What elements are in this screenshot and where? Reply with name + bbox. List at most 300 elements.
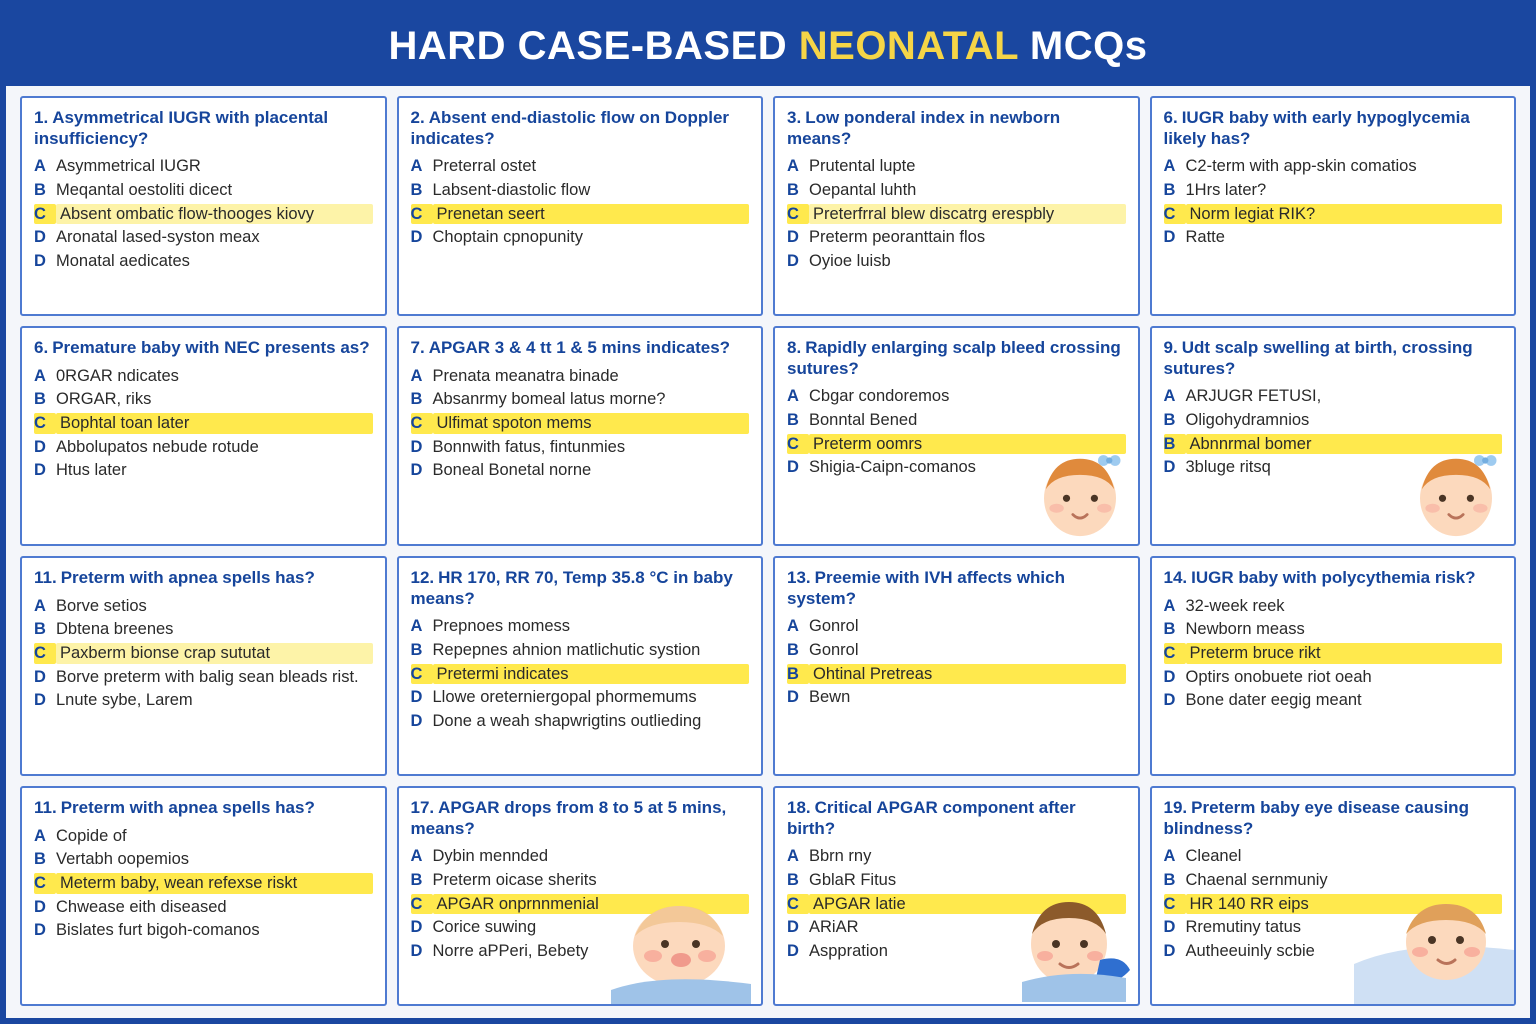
option-text: Cbgar condoremos — [809, 387, 950, 406]
option-letter: D — [787, 251, 799, 270]
option-letter: C — [787, 204, 809, 225]
question-text — [411, 338, 750, 359]
option-row[interactable] — [411, 437, 750, 458]
option-row[interactable] — [1164, 204, 1503, 225]
option-text: Oligohydramnios — [1185, 411, 1310, 430]
option-letter: B — [787, 641, 799, 660]
question-stem: Udt scalp swelling at birth, crossing sutures? — [1163, 338, 1473, 378]
option-text: Prepnoes momess — [432, 617, 571, 636]
question-text — [1164, 108, 1503, 149]
option-letter: C — [787, 434, 809, 455]
option-letter: D — [1163, 941, 1176, 960]
option-row[interactable] — [411, 180, 750, 201]
option-letter: A — [787, 617, 799, 636]
option-text: Absanrmy bomeal latus morne? — [432, 390, 666, 409]
question-card[interactable] — [20, 556, 387, 776]
option-row[interactable] — [787, 870, 1126, 891]
option-text: Preterm peoranttain flos — [809, 228, 986, 247]
option-letter: D — [1163, 228, 1176, 247]
option-letter: A — [34, 596, 46, 615]
option-letter: D — [787, 228, 799, 247]
question-card[interactable] — [397, 786, 764, 1006]
question-stem: Preemie with IVH affects which system? — [787, 568, 1065, 608]
option-text: Norm legiat RIK? — [1186, 204, 1503, 225]
option-letter: D — [410, 918, 423, 937]
question-stem: Preterm with apnea spells has? — [60, 568, 315, 587]
option-row[interactable] — [411, 894, 750, 915]
option-list — [411, 156, 750, 248]
option-letter: C — [34, 413, 56, 434]
option-row[interactable] — [34, 826, 373, 847]
option-text: ARiAR — [809, 918, 859, 937]
page-header — [6, 6, 1530, 86]
option-row[interactable] — [411, 156, 750, 177]
question-text — [411, 798, 750, 839]
option-row[interactable] — [1164, 410, 1503, 431]
option-row[interactable] — [787, 227, 1126, 248]
option-text: APGAR latie — [809, 894, 1126, 915]
option-row[interactable] — [787, 687, 1126, 708]
option-row[interactable] — [787, 894, 1126, 915]
option-row[interactable] — [411, 664, 750, 685]
option-row[interactable] — [787, 434, 1126, 455]
option-row[interactable] — [1164, 643, 1503, 664]
question-stem: IUGR baby with polycythemia risk? — [1191, 568, 1476, 587]
option-row[interactable] — [1164, 690, 1503, 711]
option-list — [787, 156, 1126, 271]
question-stem: Preterm baby eye disease causing blindness? — [1163, 798, 1469, 838]
question-card[interactable] — [1150, 326, 1517, 546]
option-text: Gonrol — [809, 641, 859, 660]
option-letter: C — [411, 413, 433, 434]
option-letter: D — [787, 941, 799, 960]
option-row[interactable] — [411, 941, 750, 962]
question-card[interactable] — [773, 326, 1140, 546]
option-letter: C — [1164, 204, 1186, 225]
option-row[interactable] — [1164, 386, 1503, 407]
question-grid — [6, 86, 1530, 1018]
option-letter: A — [410, 617, 423, 636]
option-row[interactable] — [34, 460, 373, 481]
option-row[interactable] — [34, 643, 373, 664]
option-letter: D — [410, 228, 423, 247]
question-stem: Rapidly enlarging scalp bleed crossing sutures? — [787, 338, 1121, 378]
option-row[interactable] — [34, 413, 373, 434]
option-text: Prutental lupte — [809, 157, 916, 176]
option-list — [34, 596, 373, 711]
question-number: 14. — [1163, 568, 1188, 587]
option-row[interactable] — [34, 204, 373, 225]
option-text: Chaenal sernmuniy — [1185, 871, 1328, 890]
option-letter: C — [34, 204, 56, 225]
option-letter: B — [787, 411, 799, 430]
option-text: Bonntal Bened — [809, 411, 918, 430]
option-letter: B — [34, 181, 46, 200]
option-letter: D — [1163, 691, 1176, 710]
option-text: ORGAR, riks — [56, 390, 152, 409]
option-letter: B — [34, 620, 46, 639]
question-number: 18. — [787, 798, 811, 817]
option-text: Preterm oomrs — [809, 434, 1126, 455]
option-text: Bonnwith fatus, fintunmies — [432, 437, 626, 456]
option-row[interactable] — [1164, 457, 1503, 478]
option-letter: A — [410, 366, 423, 385]
option-text: Ratte — [1185, 228, 1225, 247]
option-row[interactable] — [34, 156, 373, 177]
option-row[interactable] — [34, 920, 373, 941]
question-stem: Asymmetrical IUGR with placental insufficiency? — [34, 108, 329, 148]
option-letter: C — [1164, 643, 1186, 664]
option-list — [411, 366, 750, 481]
option-row[interactable] — [34, 849, 373, 870]
option-row[interactable] — [411, 846, 750, 867]
option-row[interactable] — [411, 460, 750, 481]
option-row[interactable] — [787, 386, 1126, 407]
option-letter: B — [410, 390, 423, 409]
option-text: Pretermi indicates — [433, 664, 750, 685]
option-row[interactable] — [411, 204, 750, 225]
question-card[interactable] — [397, 326, 764, 546]
option-letter: A — [787, 387, 799, 406]
option-row[interactable] — [411, 870, 750, 891]
option-text: Rremutiny tatus — [1185, 918, 1302, 937]
option-text: ARJUGR FETUSI, — [1185, 387, 1322, 406]
option-text: Absent ombatic flow-thooges kiovy — [56, 204, 373, 225]
option-row[interactable] — [1164, 667, 1503, 688]
option-row[interactable] — [787, 640, 1126, 661]
option-text: Oepantal luhth — [809, 181, 917, 200]
title-part2: MCQs — [1018, 23, 1148, 68]
option-letter: D — [1163, 667, 1176, 686]
option-row[interactable] — [787, 410, 1126, 431]
question-number: 11. — [34, 568, 57, 587]
option-list — [787, 616, 1126, 708]
option-row[interactable] — [1164, 227, 1503, 248]
option-letter: B — [787, 664, 809, 685]
question-text — [34, 568, 373, 589]
option-letter: D — [410, 711, 423, 730]
option-text: Asppration — [809, 941, 888, 960]
option-letter: D — [34, 667, 46, 686]
option-row[interactable] — [34, 873, 373, 894]
option-text: Chwease eith diseased — [56, 897, 227, 916]
option-text: Borve setios — [56, 596, 147, 615]
question-stem: APGAR 3 & 4 tt 1 & 5 mins indicates? — [428, 338, 731, 357]
question-stem: Low ponderal index in newborn means? — [787, 108, 1061, 148]
option-row[interactable] — [787, 156, 1126, 177]
question-stem: APGAR drops from 8 to 5 at 5 mins, means? — [410, 798, 727, 838]
question-text — [1164, 568, 1503, 589]
option-text: Meqantal oestoliti dicect — [56, 181, 233, 200]
question-card[interactable] — [1150, 786, 1517, 1006]
question-number: 8. — [787, 338, 802, 357]
option-letter: A — [1163, 596, 1176, 615]
option-list — [411, 846, 750, 961]
question-number: 6. — [34, 338, 49, 357]
option-row[interactable] — [787, 457, 1126, 478]
question-stem: HR 170, RR 70, Temp 35.8 °C in baby means? — [410, 568, 733, 608]
option-text: Ulfimat spoton mems — [433, 413, 750, 434]
question-number: 12. — [410, 568, 435, 587]
option-letter: D — [34, 897, 46, 916]
question-row — [20, 326, 1516, 546]
option-letter: C — [411, 204, 433, 225]
question-number: 6. — [1163, 108, 1178, 127]
option-letter: A — [1163, 847, 1176, 866]
question-stem: Premature baby with NEC presents as? — [52, 338, 370, 357]
question-number: 7. — [410, 338, 425, 357]
question-card[interactable] — [773, 556, 1140, 776]
option-letter: A — [34, 826, 46, 845]
option-text: Done a weah shapwrigtins outlieding — [432, 711, 702, 730]
option-row[interactable] — [34, 366, 373, 387]
option-letter: D — [410, 941, 423, 960]
question-card[interactable] — [20, 326, 387, 546]
option-letter: B — [1163, 620, 1176, 639]
option-letter: D — [1163, 918, 1176, 937]
option-letter: B — [787, 871, 799, 890]
option-row[interactable] — [411, 366, 750, 387]
option-row[interactable] — [1164, 619, 1503, 640]
question-text — [34, 338, 373, 359]
question-card[interactable] — [773, 786, 1140, 1006]
option-letter: D — [410, 688, 423, 707]
option-letter: D — [34, 251, 46, 270]
option-letter: D — [1163, 458, 1176, 477]
question-stem: IUGR baby with early hypoglycemia likely has? — [1163, 108, 1470, 148]
option-text: Bislates furt bigoh-comanos — [56, 921, 260, 940]
option-row[interactable] — [411, 227, 750, 248]
option-list — [1164, 156, 1503, 248]
option-row[interactable] — [1164, 434, 1503, 455]
option-letter: A — [787, 157, 799, 176]
option-text: Choptain cpnopunity — [432, 228, 583, 247]
question-card[interactable] — [397, 96, 764, 316]
option-text: Repepnes ahnion matlichutic systion — [432, 641, 701, 660]
option-letter: A — [410, 847, 423, 866]
option-text: Gonrol — [809, 617, 859, 636]
question-text — [411, 568, 750, 609]
option-letter: B — [34, 390, 46, 409]
option-letter: C — [787, 894, 809, 915]
option-letter: A — [1163, 387, 1176, 406]
option-letter: D — [787, 688, 799, 707]
option-row[interactable] — [1164, 870, 1503, 891]
option-letter: B — [410, 641, 423, 660]
option-text: Asymmetrical IUGR — [56, 157, 201, 176]
option-row[interactable] — [411, 917, 750, 938]
option-letter: A — [787, 847, 799, 866]
option-row[interactable] — [1164, 846, 1503, 867]
option-text: Shigia-Caipn-comanos — [809, 458, 976, 477]
option-row[interactable] — [34, 180, 373, 201]
option-text: Borve preterm with balig sean bleads rist. — [56, 667, 359, 686]
option-text: GblaR Fitus — [809, 871, 897, 890]
option-letter: D — [410, 461, 423, 480]
question-text — [787, 568, 1126, 609]
option-letter: D — [34, 228, 46, 247]
option-letter: D — [787, 458, 799, 477]
option-row[interactable] — [787, 616, 1126, 637]
question-text — [34, 798, 373, 819]
option-text: Abnnrmal bomer — [1186, 434, 1503, 455]
option-row[interactable] — [411, 616, 750, 637]
option-text: Bophtal toan later — [56, 413, 373, 434]
option-letter: B — [410, 871, 423, 890]
question-card[interactable] — [397, 556, 764, 776]
option-list — [34, 156, 373, 271]
option-row[interactable] — [787, 251, 1126, 272]
option-text: Boneal Bonetal norne — [432, 461, 592, 480]
question-row — [20, 556, 1516, 776]
option-text: Bbrn rny — [809, 847, 872, 866]
option-row[interactable] — [411, 687, 750, 708]
option-text: Vertabh oopemios — [56, 850, 190, 869]
option-row[interactable] — [34, 596, 373, 617]
option-letter: A — [1163, 157, 1176, 176]
option-text: Ohtinal Pretreas — [809, 664, 1126, 685]
option-list — [787, 386, 1126, 478]
page-title — [389, 24, 1148, 69]
option-text: Preterral ostet — [432, 157, 537, 176]
option-text: 1Hrs later? — [1185, 181, 1267, 200]
option-row[interactable] — [34, 227, 373, 248]
option-letter: B — [1163, 871, 1176, 890]
option-text: Corice suwing — [432, 918, 537, 937]
question-number: 2. — [410, 108, 425, 127]
option-text: Copide of — [56, 826, 127, 845]
option-letter: A — [34, 157, 46, 176]
question-text — [787, 798, 1126, 839]
option-letter: A — [34, 366, 46, 385]
option-list — [34, 826, 373, 941]
option-row[interactable] — [787, 941, 1126, 962]
option-letter: D — [410, 437, 423, 456]
option-text: Abbolupatos nebude rotude — [56, 437, 259, 456]
question-number: 11. — [34, 798, 57, 817]
option-letter: D — [787, 918, 799, 937]
option-text: Aronatal lased-syston meax — [56, 228, 260, 247]
option-text: Preterm oicase sherits — [432, 871, 597, 890]
option-letter: B — [1163, 411, 1176, 430]
option-text: HR 140 RR eips — [1186, 894, 1503, 915]
option-row[interactable] — [34, 251, 373, 272]
question-text — [411, 108, 750, 149]
option-text: Paxberm bionse crap sututat — [56, 643, 373, 664]
question-row — [20, 786, 1516, 1006]
option-letter: C — [34, 873, 56, 894]
option-text: Oyioe luisb — [809, 251, 891, 270]
option-text: Bewn — [809, 688, 851, 707]
option-text: Prenetan seert — [433, 204, 750, 225]
option-text: 0RGAR ndicates — [56, 366, 179, 385]
option-row[interactable] — [34, 619, 373, 640]
option-text: APGAR onprnnmenial — [433, 894, 750, 915]
option-text: Norre aPPeri, Bebety — [432, 941, 589, 960]
option-letter: C — [411, 894, 433, 915]
option-row[interactable] — [34, 897, 373, 918]
option-text: Preterm bruce rikt — [1186, 643, 1503, 664]
option-text: Bone dater eegig meant — [1185, 691, 1362, 710]
option-row[interactable] — [1164, 894, 1503, 915]
question-number: 1. — [34, 108, 49, 127]
title-accent: NEONATAL — [798, 23, 1019, 68]
option-letter: C — [411, 664, 433, 685]
option-letter: B — [1164, 434, 1186, 455]
option-text: 32-week reek — [1185, 596, 1285, 615]
option-row[interactable] — [787, 664, 1126, 685]
question-stem: Critical APGAR component after birth? — [787, 798, 1076, 838]
option-text: Meterm baby, wean refexse riskt — [56, 873, 373, 894]
option-text: Autheeuinly scbie — [1185, 941, 1315, 960]
question-row — [20, 96, 1516, 316]
option-row[interactable] — [1164, 156, 1503, 177]
option-letter: B — [34, 850, 46, 869]
option-row[interactable] — [1164, 596, 1503, 617]
question-text — [787, 338, 1126, 379]
question-number: 13. — [787, 568, 811, 587]
option-letter: A — [410, 157, 423, 176]
option-row[interactable] — [1164, 941, 1503, 962]
option-row[interactable] — [787, 846, 1126, 867]
option-row[interactable] — [411, 413, 750, 434]
option-row[interactable] — [34, 667, 373, 688]
question-stem: Preterm with apnea spells has? — [60, 798, 315, 817]
option-row[interactable] — [1164, 917, 1503, 938]
option-text: Dybin mennded — [432, 847, 549, 866]
question-card[interactable] — [20, 786, 387, 1006]
option-row[interactable] — [34, 690, 373, 711]
option-text: C2-term with app-skin comatios — [1185, 157, 1417, 176]
option-text: Newborn meass — [1185, 620, 1305, 639]
option-text: Optirs onobuete riot oeah — [1185, 667, 1372, 686]
option-letter: D — [34, 437, 46, 456]
question-text — [787, 108, 1126, 149]
question-text — [1164, 798, 1503, 839]
option-letter: B — [787, 181, 799, 200]
option-letter: B — [410, 181, 423, 200]
question-number: 19. — [1163, 798, 1188, 817]
option-row[interactable] — [1164, 180, 1503, 201]
option-row[interactable] — [411, 640, 750, 661]
option-text: Prenata meanatra binade — [432, 366, 619, 385]
option-row[interactable] — [787, 917, 1126, 938]
question-stem: Absent end-diastolic flow on Doppler indicates? — [410, 108, 730, 148]
option-letter: B — [1163, 181, 1176, 200]
option-text: Monatal aedicates — [56, 251, 190, 270]
option-row[interactable] — [787, 204, 1126, 225]
option-list — [1164, 386, 1503, 478]
question-card[interactable] — [1150, 96, 1517, 316]
question-number: 3. — [787, 108, 802, 127]
question-card[interactable] — [20, 96, 387, 316]
option-row[interactable] — [411, 389, 750, 410]
option-letter: D — [34, 921, 46, 940]
option-list — [787, 846, 1126, 961]
question-card[interactable] — [773, 96, 1140, 316]
option-row[interactable] — [787, 180, 1126, 201]
option-row[interactable] — [34, 389, 373, 410]
option-text: Llowe oreterniergopal phormemums — [432, 688, 697, 707]
option-letter: D — [34, 691, 46, 710]
option-text: Lnute sybe, Larem — [56, 691, 193, 710]
option-row[interactable] — [411, 711, 750, 732]
option-list — [34, 366, 373, 481]
option-row[interactable] — [34, 437, 373, 458]
option-text: 3bluge ritsq — [1185, 458, 1271, 477]
question-card[interactable] — [1150, 556, 1517, 776]
option-text: Htus later — [56, 461, 127, 480]
